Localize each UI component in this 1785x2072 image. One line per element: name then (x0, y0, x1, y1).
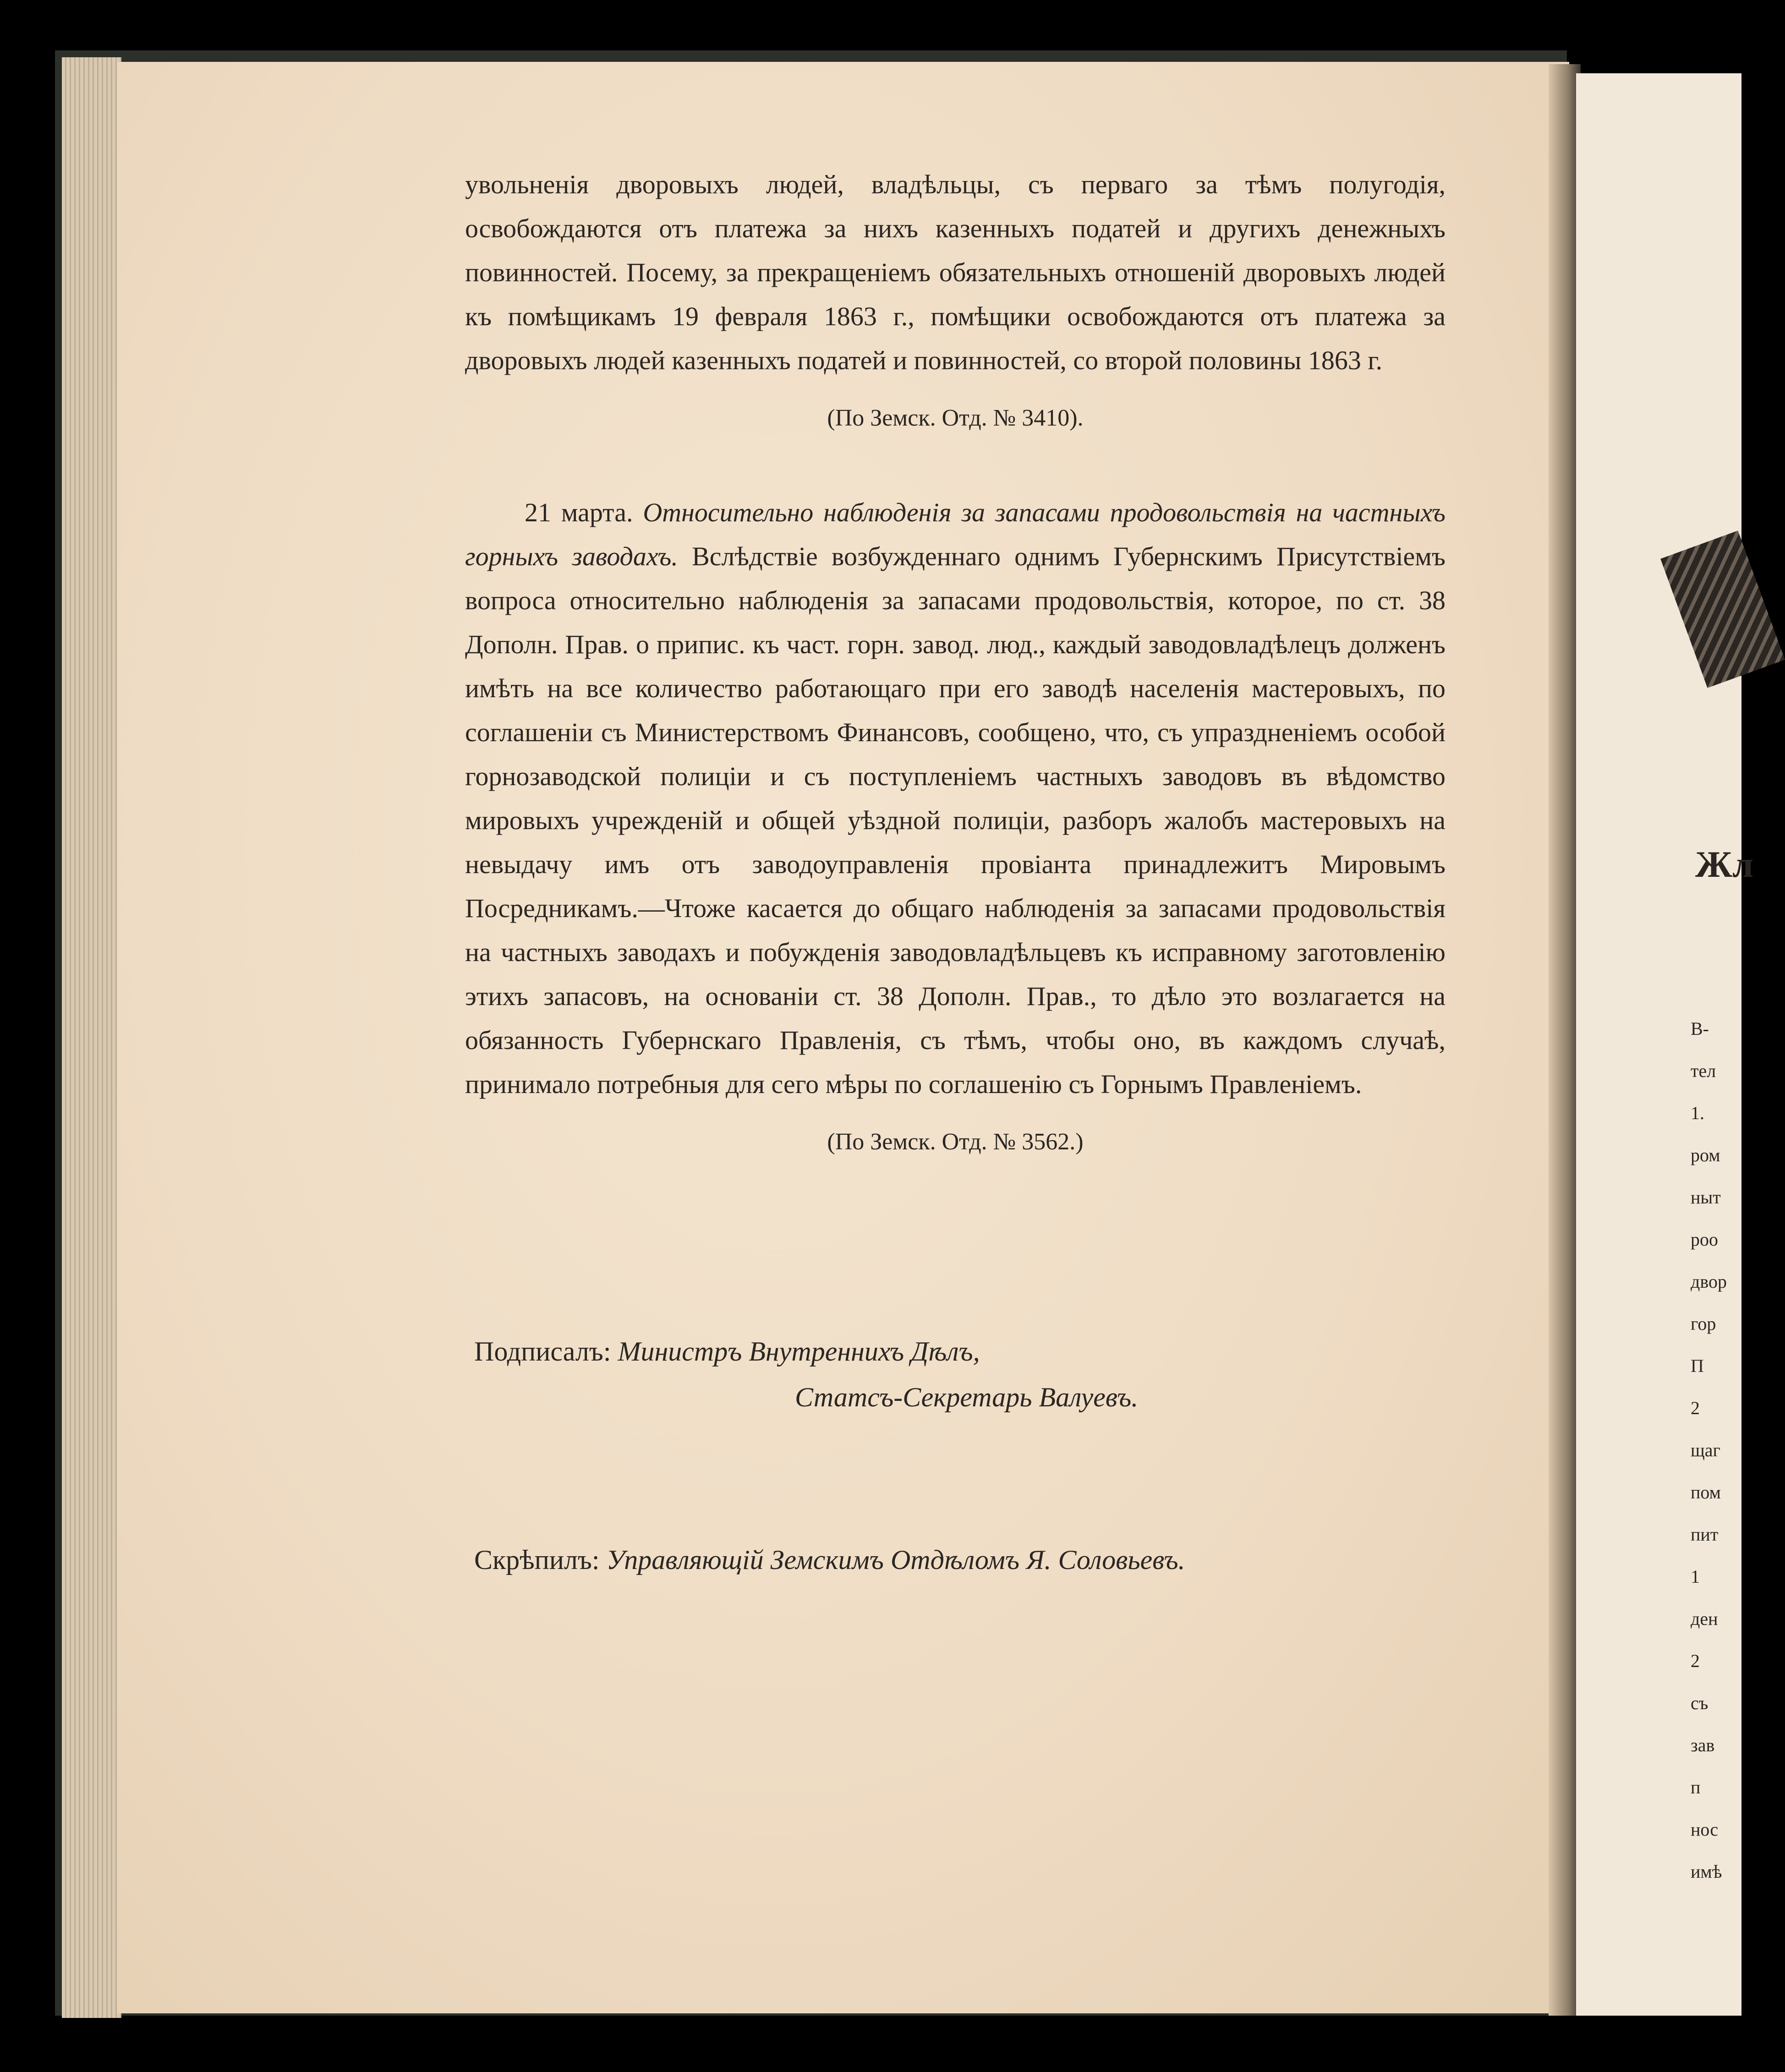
line-fragment: имѣ (1691, 1861, 1722, 1882)
paragraph-title: Относительно наблюденія за запасами продовольствія на частныхъ горныхъ заводахъ. (465, 497, 1446, 571)
paragraph-dvorovye: увольненія дворовыхъ людей, владѣльцы, съ перваго за тѣмъ полугодія, освобождаются отъ платежа за нихъ казенныхъ податей и другихъ денежныхъ повинностей. Посему, за прекращеніемъ обязательныхъ отношеній дворовыхъ людей къ помѣщикамъ 19 февраля 1863 г., помѣщики освобождаются отъ платежа за дворовыхъ людей казенныхъ податей и повинностей, со второй половины 1863 г. (465, 169, 1446, 375)
signed-label: Подписалъ: (474, 1336, 611, 1367)
line-fragment: 1. (1691, 1103, 1704, 1123)
line-fragment: съ (1691, 1693, 1708, 1713)
countersigned-label: Скрѣпилъ: (474, 1545, 600, 1575)
line-fragment: гор (1691, 1313, 1716, 1334)
line-fragment: зав (1691, 1735, 1715, 1755)
line-fragment: 1 (1691, 1566, 1700, 1587)
line-fragment: пом (1691, 1482, 1721, 1503)
reference-3410: (По Земск. Отд. № 3410). (827, 405, 1084, 431)
left-page-text (465, 163, 1446, 1164)
line-fragment: 2 (1691, 1651, 1700, 1671)
signature-block (474, 1328, 1391, 1420)
paragraph-body: Вслѣдствіе возбужденнаго однимъ Губернскимъ Присутствіемъ вопроса относительно наблюденія за запасами продовольствія, которое, по ст. 38 Дополн. Прав. о припис. къ част. горн. завод. люд., каждый заводовладѣлецъ долженъ имѣть на все количество работающаго при его заводѣ населенія мастеровыхъ, по соглашеніи съ Министерствомъ Финансовъ, сообщено, что, съ упраздненіемъ особой горнозаводской полиціи и съ поступленіемъ частныхъ заводовъ въ вѣдомство мировыхъ учрежденій и общей уѣздной полиціи, разборъ жалобъ мастеровыхъ на невыдачу имъ отъ заводоуправленія провіанта принадлежитъ Мировымъ Посредникамъ.—Чтоже касается до общаго наблюденія за запасами продовольствія на частныхъ заводахъ и побужденія заводовладѣльцевъ къ исправному заготовленію этихъ запасовъ, на основаніи ст. 38 Дополн. Прав., то дѣло это возлагается на обязанность Губернскаго Правленія, съ тѣмъ, чтобы оно, въ каждомъ случаѣ, принимало потребныя для сего мѣры по соглашенію съ Горнымъ Правленіемъ. (465, 541, 1446, 1099)
line-fragment: ден (1691, 1608, 1718, 1629)
right-page-text-fragments (1691, 1008, 1746, 1893)
reference-3562: (По Земск. Отд. № 3562.) (827, 1129, 1084, 1155)
countersign-block (474, 1537, 1436, 1583)
right-page-heading-fragment: Жл (1695, 843, 1754, 885)
signed-line-1: Министръ Внутреннихъ Дѣлъ, (618, 1336, 980, 1367)
page-stack (62, 57, 121, 2018)
line-fragment: ром (1691, 1145, 1720, 1165)
line-fragment: п (1691, 1777, 1701, 1798)
line-fragment: ныт (1691, 1187, 1721, 1208)
line-fragment: тел (1691, 1061, 1716, 1081)
paragraph-zapasy (465, 491, 1446, 1106)
line-fragment: В- (1691, 1018, 1709, 1039)
line-fragment: щаг (1691, 1440, 1720, 1460)
line-fragment: П (1691, 1356, 1704, 1376)
paragraph-date: 21 марта. (525, 497, 633, 527)
signed-line-2: Статсъ-Секретарь Валуевъ. (795, 1382, 1139, 1412)
line-fragment: роо (1691, 1229, 1718, 1250)
line-fragment: нос (1691, 1819, 1719, 1840)
countersigned-text: Управляющій Земскимъ Отдѣломъ Я. Соловьевъ. (606, 1545, 1185, 1575)
line-fragment: двор (1691, 1271, 1727, 1292)
line-fragment: пит (1691, 1524, 1719, 1545)
line-fragment: 2 (1691, 1398, 1700, 1418)
